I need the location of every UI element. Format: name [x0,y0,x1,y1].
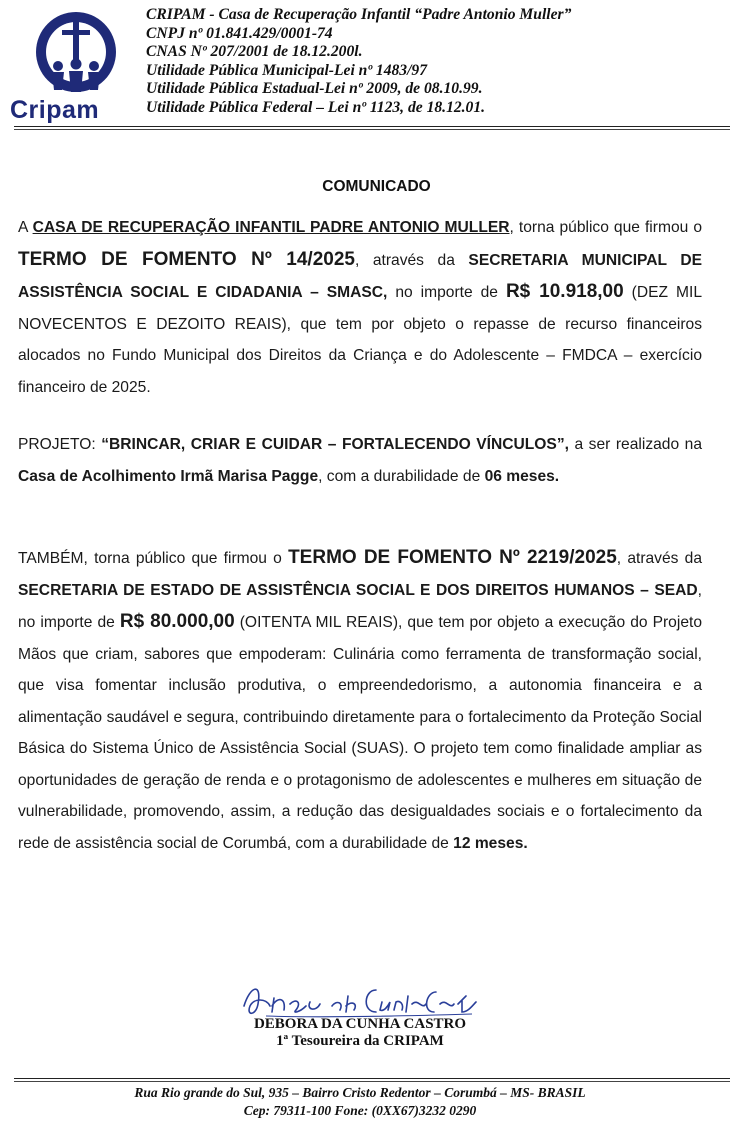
termo-number: TERMO DE FOMENTO Nº 2219/2025 [288,547,617,568]
signatory-name: DEBORA DA CUNHA CASTRO [253,1016,467,1032]
logo-text: Cripam [10,96,100,124]
text-run: , com a durabilidade de [318,467,485,485]
footer-divider [14,1078,730,1079]
footer-address: Rua Rio grande do Sul, 935 – Bairro Cristo Redentor – Corumbá – MS- BRASIL [134,1085,586,1100]
letterhead [0,0,753,132]
project-name: “BRINCAR, CRIAR E CUIDAR – FORTALECENDO VÍNCULOS”, [101,436,569,453]
text-run: TAMBÉM, torna público que firmou o [18,550,289,567]
text-run: (OITENTA MIL REAIS), que tem por objeto a execução do Projeto Mãos que criam, sabores que empoderam: Culinária como ferramenta de transformação social, que visa fomentar inclusão produtiva, o empreendedorismo, a autonomia financeira e a alimentação saudável e segura, contribuindo diretamente para o fortalecimento da Proteção Social Básica do Sistema Único de Assistência Social (SUAS). O projeto tem como finalidade ampliar as oportunidades de geração de renda e o protagonismo de adolescentes e mulheres em situação de vulnerabilidade, promovendo, assim, a redução das desigualdades sociais e o fortalecimento da rede de assistência social de Corumbá, com a durabilidade de [18,614,702,852]
header-line: Utilidade Pública Estadual-Lei nº 2009, de 08.10.99. [146,80,483,98]
text-run: , através da [354,251,469,269]
text-run: , torna público que firmou o [509,219,703,236]
header-line: Utilidade Pública Municipal-Lei nº 1483/97 [146,61,428,79]
cripam-logo [10,4,146,126]
amount: R$ 10.918,00 [505,281,624,302]
footer-divider [14,1081,730,1082]
secretaria-name: SECRETARIA MUNICIPAL DE ASSISTÊNCIA SOCIAL E CIDADANIA – SMASC, [18,251,702,301]
paragraph-projeto [18,429,702,492]
text-run: no importe de [387,284,506,301]
paragraph-termo-estadual [18,542,702,859]
amount: R$ 80.000,00 [119,611,235,632]
paragraph-termo-municipal [18,212,702,403]
organization-name: CASA DE RECUPERAÇÃO INFANTIL PADRE ANTONIO MULLER [32,219,510,236]
header-divider [14,126,730,127]
location-name: Casa de Acolhimento Irmã Marisa Pagge [18,467,319,485]
duration: 06 meses. [484,467,560,485]
header-divider [14,129,730,130]
text-run: (DEZ MIL NOVECENTOS E DEZOITO REAIS), que tem por objeto o repasse de recurso financeiros alocados no Fundo Municipal dos Direitos da Criança e do Adolescente – FMDCA – exercício financeiro de 2025. [18,284,703,396]
header-line: Utilidade Pública Federal – Lei nº 1123, de 18.12.01. [146,98,486,116]
termo-number: TERMO DE FOMENTO Nº 14/2025 [18,248,355,270]
text-run: PROJETO: [18,436,102,453]
text-run: a ser realizado na [568,436,702,453]
header-info [146,6,571,118]
secretaria-name: SECRETARIA DE ESTADO DE ASSISTÊNCIA SOCIAL E DOS DIREITOS HUMANOS – SEAD [18,581,698,599]
footer-contact: Cep: 79311-100 Fone: (0XX67)3232 0290 [243,1103,477,1118]
text-run: , no importe de [18,581,702,631]
document-title: COMUNICADO [322,178,431,195]
signatory-role: 1ª Tesoureira da CRIPAM [276,1033,444,1049]
footer [0,1084,720,1120]
duration: 12 meses. [453,834,528,852]
header-line: CNAS Nº 207/2001 de 18.12.200l. [146,43,363,61]
header-line: CNPJ nº 01.841.429/0001-74 [146,24,333,42]
header-line: CRIPAM - Casa de Recuperação Infantil “Padre Antonio Muller” [146,6,572,23]
text-run: A [18,219,33,236]
text-run: , através da [616,550,702,567]
logo-emblem-icon [10,4,146,100]
